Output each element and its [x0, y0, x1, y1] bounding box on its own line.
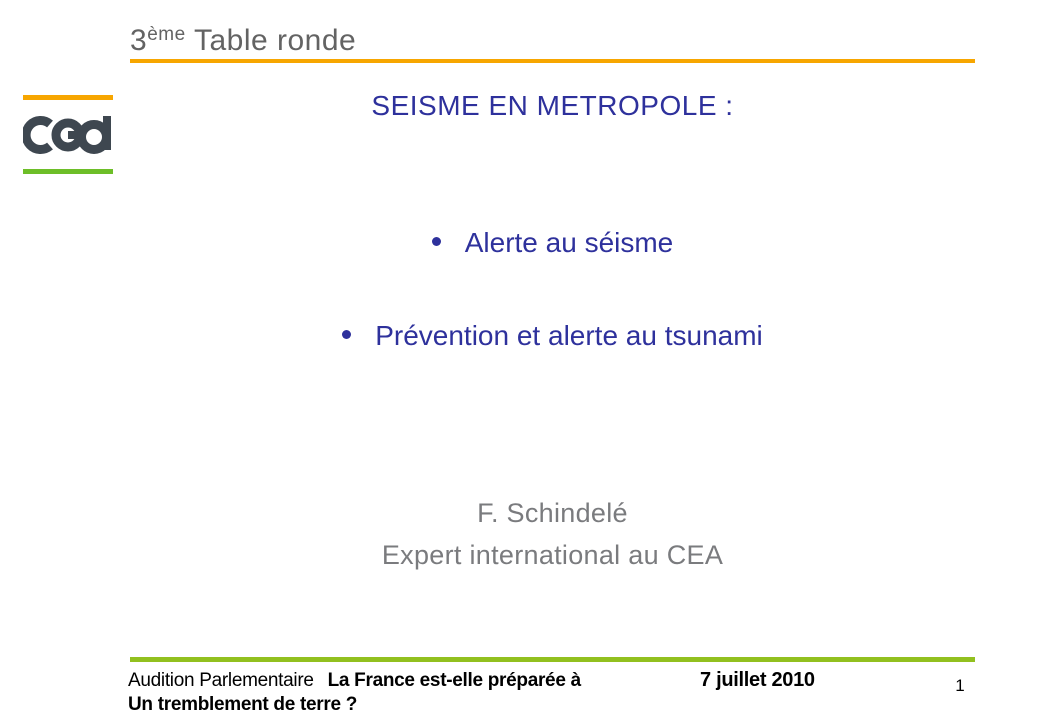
footer-date: 7 juillet 2010 [700, 669, 815, 691]
footer-text [128, 669, 688, 717]
cea-logo-green-bar [23, 169, 113, 174]
footer-event-label: Audition Parlementaire [128, 670, 314, 691]
header-title-rest: Table ronde [185, 24, 357, 57]
slide-header-title [130, 24, 356, 58]
header-title-superscript: ème [147, 24, 186, 45]
bullet-item-1 [130, 227, 975, 259]
header-title-number: 3 [130, 24, 148, 57]
author-name: F. Schindelé [477, 498, 628, 528]
header-divider-line [130, 59, 975, 63]
cea-logo [23, 95, 113, 175]
bullet-dot-icon [342, 330, 351, 339]
footer-question-line2: Un tremblement de terre ? [128, 694, 357, 715]
bullet-item-2-label: Prévention et alerte au tsunami [375, 320, 763, 351]
footer-divider-line [130, 657, 975, 662]
bullet-item-2 [130, 320, 975, 352]
bullet-item-1-label: Alerte au séisme [464, 227, 674, 258]
cea-logo-orange-bar [23, 95, 113, 100]
page-number: 1 [955, 676, 965, 695]
author-block [130, 492, 975, 576]
cea-logo-letters-icon [23, 114, 113, 156]
slide-main-title: SEISME EN METROPOLE : [371, 90, 734, 121]
footer-question-line1: La France est-elle préparée à [327, 670, 581, 691]
author-role: Expert international au CEA [381, 540, 724, 570]
bullet-dot-icon [432, 237, 441, 246]
